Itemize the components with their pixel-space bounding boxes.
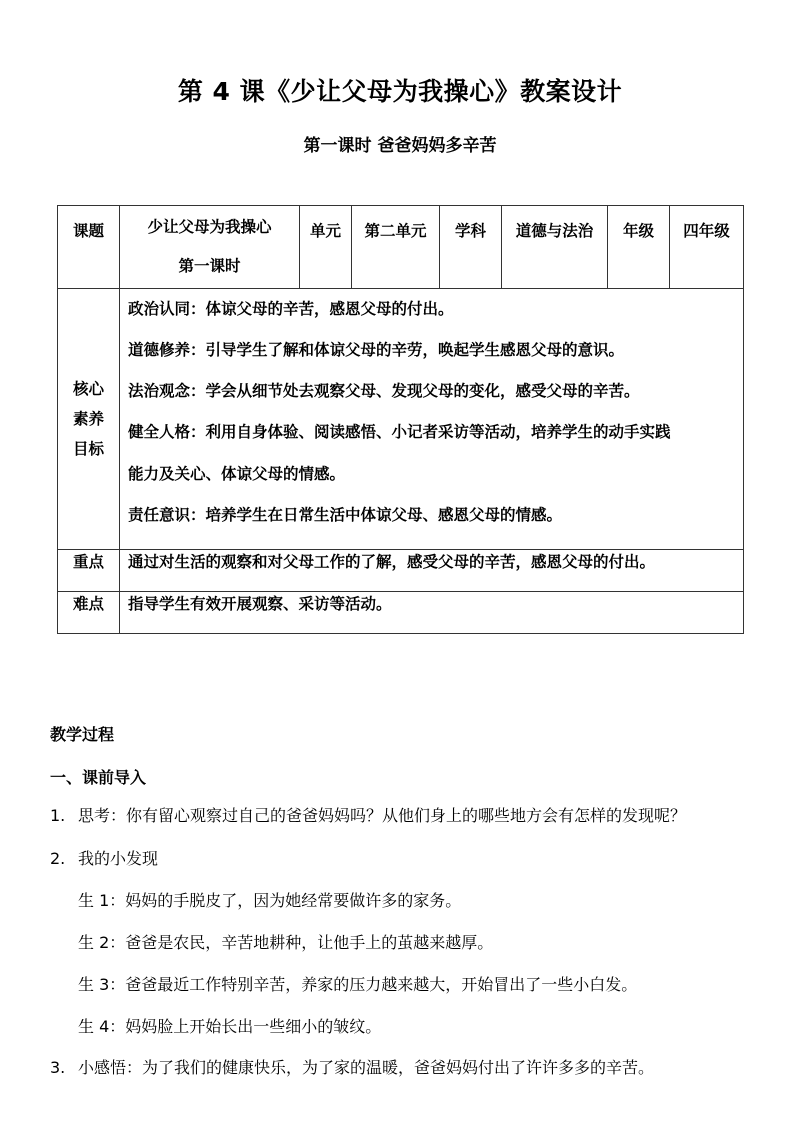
table-row-key-point — [58, 550, 744, 592]
process-heading: 教学过程 — [50, 725, 115, 744]
goal-item: 责任意识：培养学生在日常生活中体谅父母、感恩父母的情感。 — [128, 506, 563, 524]
student-answer: 生 4：妈妈脸上开始长出一些细小的皱纹。 — [78, 1017, 382, 1036]
document-title: 第 4 课《少让父母为我操心》教案设计 — [177, 77, 623, 106]
subject-value-cell — [502, 206, 608, 289]
list-text: 小感悟：为了我们的健康快乐，为了家的温暖，爸爸妈妈付出了许许多多的辛苦。 — [78, 1058, 655, 1077]
table-row-header — [58, 206, 744, 289]
topic-value-cell — [120, 206, 300, 289]
grade-value-cell — [670, 206, 744, 289]
section-heading: 一、课前导入 — [50, 768, 147, 787]
difficulty-value: 指导学生有效开展观察、采访等活动。 — [120, 592, 744, 634]
goals-content-cell — [120, 289, 744, 550]
topic-label-cell — [58, 206, 120, 289]
student-answer: 生 1：妈妈的手脱皮了，因为她经常要做许多的家务。 — [78, 891, 462, 910]
list-number: 2. — [50, 849, 66, 868]
subject-label: 学科 — [454, 222, 486, 240]
unit-label-cell — [300, 206, 352, 289]
list-text: 思考：你有留心观察过自己的爸爸妈妈吗？从他们身上的哪些地方会有怎样的发现呢？ — [78, 806, 687, 825]
goals-label-line3: 目标 — [72, 440, 104, 458]
list-number: 3. — [50, 1058, 66, 1077]
lesson-info-table — [57, 205, 744, 634]
goals-label-cell — [58, 289, 120, 550]
subject-label-cell — [440, 206, 502, 289]
unit-value: 第二单元 — [364, 222, 427, 240]
list-number: 1. — [50, 806, 66, 825]
goal-item: 健全人格：利用自身体验、阅读感悟、小记者采访等活动，培养学生的动手实践 — [128, 423, 671, 441]
list-text: 我的小发现 — [78, 849, 159, 868]
student-answer: 生 2：爸爸是农民，辛苦地耕种，让他手上的茧越来越厚。 — [78, 933, 494, 952]
document-subtitle: 第一课时 爸爸妈妈多辛苦 — [303, 136, 497, 156]
goals-label-line2: 素养 — [72, 410, 104, 428]
goal-item: 道德修养：引导学生了解和体谅父母的辛劳，唤起学生感恩父母的意识。 — [128, 341, 625, 359]
topic-label: 课题 — [72, 222, 104, 240]
topic-value-line2: 第一课时 — [178, 257, 241, 275]
goal-item: 法治观念：学会从细节处去观察父母、发现父母的变化，感受父母的辛苦。 — [128, 382, 640, 400]
grade-label: 年级 — [622, 222, 654, 240]
goal-item: 能力及关心、体谅父母的情感。 — [128, 465, 346, 483]
unit-value-cell — [352, 206, 440, 289]
difficulty-label: 难点 — [58, 592, 120, 634]
goals-label-line1: 核心 — [72, 380, 104, 398]
goal-item: 政治认同：体谅父母的辛苦，感恩父母的付出。 — [128, 300, 454, 318]
grade-label-cell — [608, 206, 670, 289]
table-row-goals — [58, 289, 744, 550]
grade-value: 四年级 — [683, 222, 730, 240]
table-row-difficulty — [58, 592, 744, 634]
student-answer: 生 3：爸爸最近工作特别辛苦，养家的压力越来越大，开始冒出了一些小白发。 — [78, 975, 638, 994]
key-point-label: 重点 — [58, 550, 120, 592]
unit-label: 单元 — [309, 222, 341, 240]
topic-value-line1: 少让父母为我操心 — [147, 218, 272, 236]
key-point-value: 通过对生活的观察和对父母工作的了解，感受父母的辛苦，感恩父母的付出。 — [120, 550, 744, 592]
subject-value: 道德与法治 — [515, 222, 594, 240]
